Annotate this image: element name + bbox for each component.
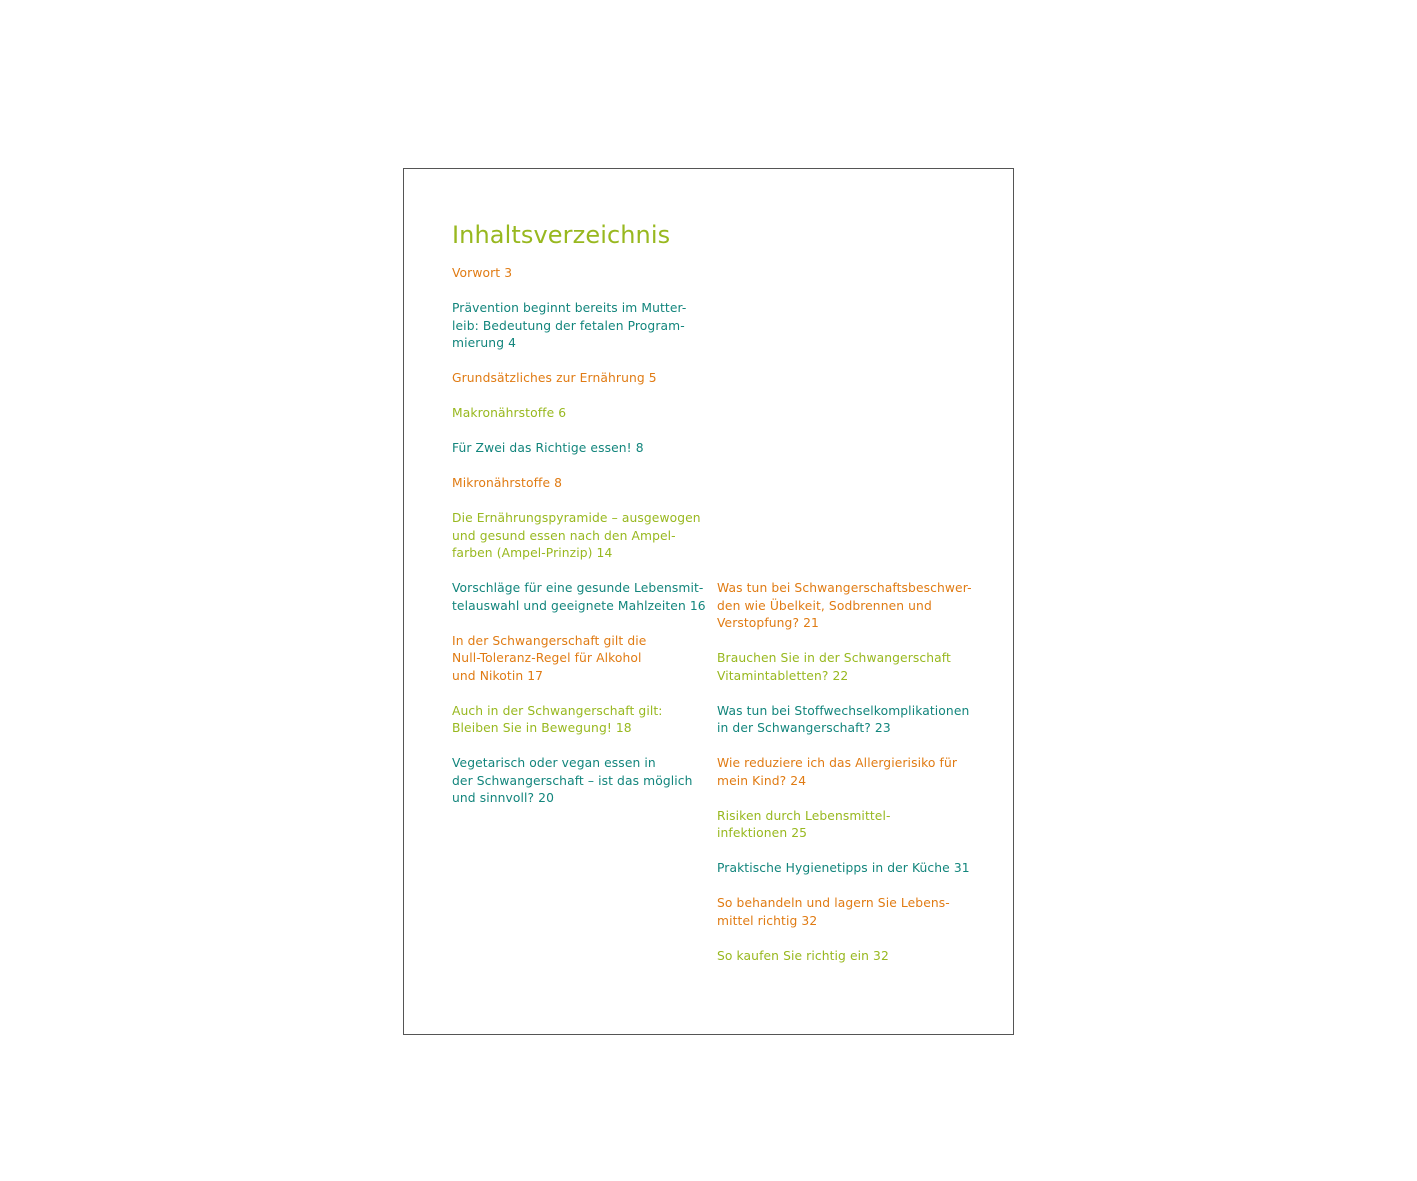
toc-entry — [717, 860, 979, 878]
toc-entry — [717, 703, 979, 738]
toc-entry-line: Was tun bei Schwangerschaftsbeschwer- — [717, 581, 972, 595]
toc-entry — [452, 440, 707, 458]
toc-entry-line: mittel richtig 32 — [717, 913, 818, 928]
toc-entry-line: Was tun bei Stoffwechselkomplikationen — [717, 703, 970, 718]
toc-entry — [452, 580, 707, 615]
toc-entry-line: leib: Bedeutung der fetalen Program- — [452, 318, 685, 333]
toc-entry — [452, 633, 707, 686]
toc-entry-line: mierung 4 — [452, 336, 517, 350]
toc-entry — [717, 755, 979, 790]
toc-entry-line: Vorwort 3 — [452, 266, 513, 280]
toc-entry-line: Auch in der Schwangerschaft gilt: — [452, 703, 663, 718]
toc-right-column — [717, 580, 979, 983]
toc-entry — [452, 703, 707, 738]
toc-entry-line: In der Schwangerschaft gilt die — [452, 633, 647, 648]
toc-entry-line: farben (Ampel-Prinzip) 14 — [452, 546, 613, 560]
toc-entry-line: So kaufen Sie richtig ein 32 — [717, 948, 889, 963]
toc-entry-line: und Nikotin 17 — [452, 668, 544, 683]
toc-entry — [452, 265, 707, 283]
toc-entry-line: Für Zwei das Richtige essen! 8 — [452, 441, 644, 455]
toc-entry — [717, 580, 979, 633]
toc-entry-line: Die Ernährungspyramide – ausgewogen — [452, 511, 701, 525]
toc-entry — [452, 755, 707, 808]
toc-entry-line: Vorschläge für eine gesunde Lebensmit- — [452, 581, 704, 595]
toc-entry-line: Prävention beginnt bereits im Mutter- — [452, 301, 687, 315]
toc-entry — [452, 405, 707, 423]
toc-entry-line: Null-Toleranz-Regel für Alkohol — [452, 651, 642, 665]
toc-entry-line: den wie Übelkeit, Sodbrennen und — [717, 598, 932, 613]
toc-entry — [717, 948, 979, 966]
toc-entry-line: Bleiben Sie in Bewegung! 18 — [452, 721, 632, 735]
toc-entry — [717, 895, 979, 930]
toc-entry-line: Wie reduziere ich das Allergierisiko für — [717, 756, 957, 770]
document-page — [403, 168, 1014, 1035]
toc-entry-line: Vitamintabletten? 22 — [717, 668, 849, 683]
toc-left-column — [452, 265, 707, 825]
toc-entry-line: und sinnvoll? 20 — [452, 791, 555, 805]
toc-entry — [452, 475, 707, 493]
toc-entry-line: Brauchen Sie in der Schwangerschaft — [717, 651, 951, 665]
toc-entry-line: Grundsätzliches zur Ernährung 5 — [452, 371, 657, 385]
toc-entry — [452, 370, 707, 388]
toc-entry — [717, 808, 979, 843]
toc-entry-line: So behandeln und lagern Sie Lebens- — [717, 896, 950, 910]
toc-entry-line: Verstopfung? 21 — [717, 616, 819, 630]
toc-entry-line: Risiken durch Lebensmittel- — [717, 808, 891, 823]
toc-entry-line: der Schwangerschaft – ist das möglich — [452, 773, 693, 788]
toc-entry-line: und gesund essen nach den Ampel- — [452, 528, 676, 543]
toc-entry-line: infektionen 25 — [717, 826, 808, 840]
toc-entry-line: Praktische Hygienetipps in der Küche 31 — [717, 861, 970, 875]
toc-entry-line: telauswahl und geeignete Mahlzeiten 16 — [452, 598, 706, 613]
toc-entry — [717, 650, 979, 685]
toc-entry — [452, 300, 707, 353]
toc-entry — [452, 510, 707, 563]
toc-entry-line: mein Kind? 24 — [717, 773, 807, 788]
toc-entry-line: Makronährstoffe 6 — [452, 406, 567, 420]
toc-title: Inhaltsverzeichnis — [452, 221, 671, 249]
toc-entry-line: Vegetarisch oder vegan essen in — [452, 756, 656, 770]
toc-entry-line: Mikronährstoffe 8 — [452, 476, 563, 490]
toc-entry-line: in der Schwangerschaft? 23 — [717, 721, 891, 735]
